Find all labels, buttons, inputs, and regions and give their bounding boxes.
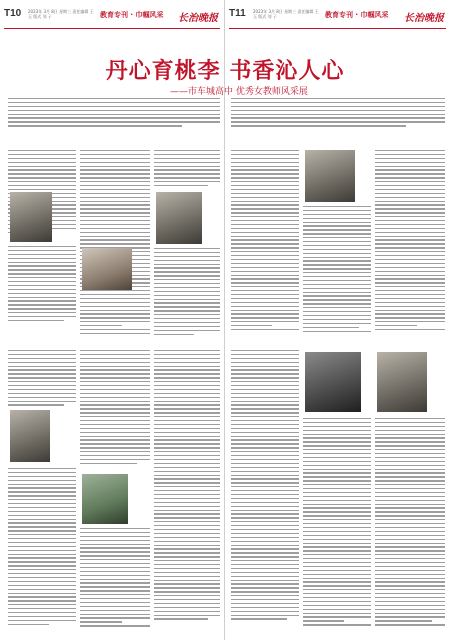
column-text — [80, 350, 150, 470]
brand-logo: 长治晚报 — [404, 13, 444, 24]
section-label: 教育专刊 · 巾帼风采 — [325, 11, 389, 19]
teacher-photo — [377, 352, 427, 412]
column-text — [154, 150, 220, 190]
teacher-photo — [305, 150, 355, 202]
column-text — [231, 350, 299, 633]
teacher-photo — [305, 352, 361, 412]
column-text — [8, 246, 76, 326]
column-text — [375, 150, 445, 335]
brand-logo: 长治晚报 — [178, 13, 218, 24]
column-text — [8, 350, 76, 410]
column-text — [375, 418, 445, 633]
column-text — [303, 418, 371, 633]
article-headline: 丹心育桃李 书香沁人心 — [105, 58, 345, 84]
column-text — [80, 528, 150, 633]
section-label: 教育专刊 · 巾帼风采 — [100, 11, 164, 19]
teacher-photo — [82, 474, 128, 524]
column-text — [154, 350, 220, 633]
right-page-header — [229, 8, 446, 29]
column-text — [231, 150, 299, 335]
teacher-photo — [82, 248, 132, 290]
intro-paragraph — [8, 98, 220, 138]
column-text — [154, 248, 220, 340]
teacher-photo — [156, 192, 202, 244]
teacher-photo — [10, 410, 50, 462]
intro-paragraph — [231, 98, 445, 138]
page-number: T10 — [4, 8, 22, 19]
page-number: T11 — [229, 8, 246, 19]
column-text — [80, 150, 150, 340]
date-line: 2023年 3月 8日 星期三 责任编辑 王 玉 版式 刘 子 — [253, 9, 319, 19]
article-subheadline: ——市车城高中 优秀女教师风采展 — [170, 87, 308, 97]
teacher-photo — [10, 192, 52, 242]
column-text — [8, 468, 76, 633]
left-page-header — [4, 8, 220, 29]
date-line: 2023年 3月 8日 星期三 责任编辑 王 玉 版式 刘 子 — [28, 9, 94, 19]
column-text — [303, 206, 371, 336]
